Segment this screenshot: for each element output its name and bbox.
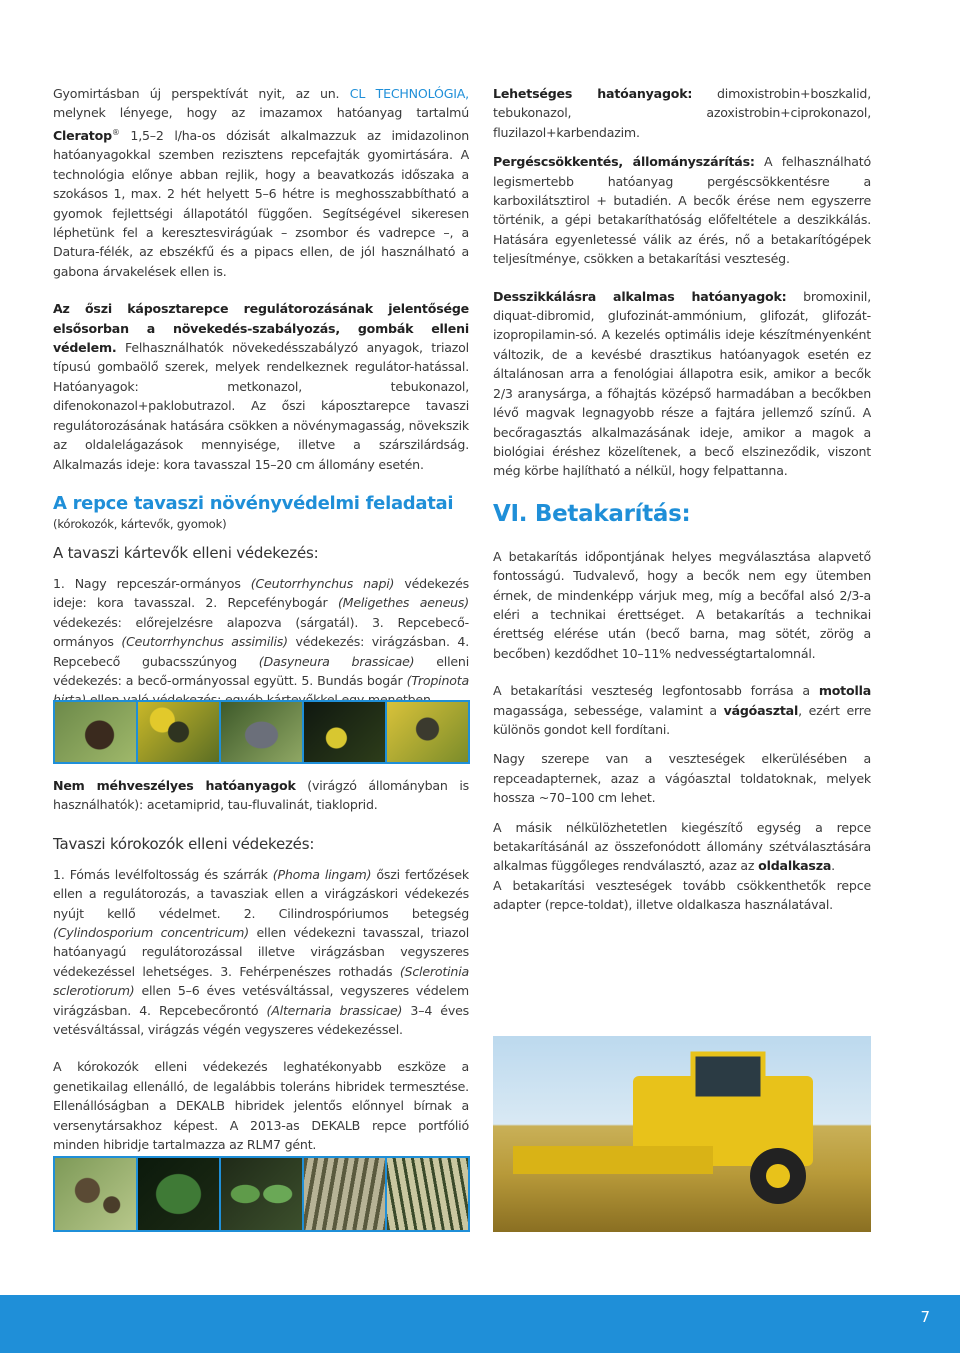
text: (virágzó állományban is használhatók): acetamiprid, tau-fluvalinát, tiakloprid. — [53, 778, 469, 813]
paragraph-cl-technology — [53, 84, 469, 281]
combine-illustration — [493, 1036, 871, 1232]
disease-photo-2 — [138, 1158, 219, 1230]
paragraph-regulator — [53, 299, 469, 474]
combine-hub — [766, 1164, 790, 1188]
pest-photo-1 — [55, 702, 136, 762]
paragraph-desiccation — [493, 287, 871, 481]
bold-lead: Pergéscsökkentés, állományszárítás: — [493, 154, 755, 170]
registered-mark: ® — [111, 127, 120, 137]
bold-lead: Desszikkálásra alkalmas hatóanyagok: — [493, 288, 787, 304]
disease-photo-strip — [53, 1156, 470, 1232]
paragraph-pod-shatter — [493, 152, 871, 268]
text: dimoxistrobin+boszkalid, tebukonazol, azoxistrobin+ciprokonazol, fluzilazol+karbendazim. — [493, 86, 871, 140]
disease-heading: Tavaszi kórokozók elleni védekezés: — [53, 834, 315, 853]
bold-lead: Lehetséges hatóanyagok: — [493, 86, 693, 101]
paragraph-harvest-loss: A betakarítási veszteség legfontosabb forrása a motolla magassága, sebessége, valamint a vágóasztal, ezért erre különös gondot kell fordítani. — [493, 683, 872, 737]
section-subtitle: (kórokozók, kártevők, gyomok) — [53, 516, 227, 531]
disease-photo-5 — [387, 1158, 468, 1230]
text: bromoxinil, diquat-dibromid, glufozinát-ammónium, glifozát, glifozát-izopropilamin-só. A kezelés optimális ideje készítményenként változik, de a kevésbé drasztikus hatóanyagok esetén ez általánosan arra a fenológiai állapotra esik, amikor a becők 2/3 aranysárga, a főhajtás középső harmadában a becőkben lévő magvak legnagyobb része a fajtára jellemző színű. A becőragasztás alkalmazásának ideje, amikor a magok a biológiai éréshez közelítenek, a becő elszineződik, viszont még körbe hajlítható a nélkül, hogy felpattanna. — [493, 288, 871, 479]
paragraph-bee-safe — [53, 776, 469, 815]
pest-photo-strip — [53, 700, 470, 764]
left-column-lower — [53, 776, 469, 1155]
paragraph-side-knife: A másik nélkülözhetetlen kiegészítő egység a repce betakarításánál az összefonódott állomány szétválasztására alkalmas függőleges rendválasztó, azaz az oldalkasza. — [493, 819, 871, 874]
section-title-spring-protection: A repce tavaszi növényvédelmi feladatai — [53, 492, 454, 514]
section-title-harvest: VI. Betakarítás: — [493, 500, 691, 527]
paragraph-active-ingredients — [493, 84, 871, 142]
text: Gyomirtásban új perspektívát nyit, az un. — [53, 86, 350, 101]
text: Felhasználhatók növekedésszabályzó anyagok, triazol típusú gombaölő szerek, melyek rendelkeznek regulátor-hatással. Hatóanyagok: metkonazol, tebukonazol, difenokonazol+paklobutrazol. Az őszi káposztarepce tavaszi regulátorozásának hatására csökken a növénymagasság, növekszik az oldalelágazások mennyisége, illetve a szárszilárdság. Alkalmazás ideje: kora tavasszal 15–20 cm állomány esetén. — [53, 340, 469, 472]
combine-harvester-photo — [493, 1036, 871, 1232]
paragraph-diseases: 1. Fómás levélfoltosság és szárrák (Phoma lingam) őszi fertőzések ellen a regulátorozás, a tavasziak ellen a virágzáskori védekezés nyújt kellő védelmet. 2. Cilindrospóriumos betegség (Cylindosporium concentricum) ellen védekezni tavasszal, triazol hatóanyagú regulátorozással illetve virágzásban vegyszeres védekezéssel lehetséges. 3. Fehérpenészes rothadás (Sclerotinia sclerotiorum) ellen 5–6 éves vetésváltással, vegyszeres védelem virágzásban. 4. Repcebecőrontó (Alternaria brassicae) 3–4 éves vetésváltással, virágzás végén vegyszeres védekezéssel. — [53, 866, 470, 1038]
disease-photo-3 — [221, 1158, 302, 1230]
top-margin — [0, 0, 960, 40]
disease-photo-1 — [55, 1158, 136, 1230]
paragraph-pests: 1. Nagy repceszár-ormányos (Ceutorrhynchus napi) védekezés ideje: kora tavasszal. 2. Repcefénybogár (Meligethes aeneus) védekezés: előrejelzésre alapozva (sárgatál). 3. Repcebecő-ormányos (Ceutorrhynchus assimilis) védekezés: virágzásban. 4. Repcebecő gubacsszúnyog (Dasyneura brassicae) elleni védekezés: a becő-ormányossal együtt. 5. Bundás bogár (Tropinota — [53, 575, 470, 688]
brand-name: Cleratop — [53, 128, 112, 143]
pest-photo-3 — [221, 702, 302, 762]
right-column — [493, 84, 871, 915]
footer-bar — [0, 1295, 960, 1353]
pest-photo-4 — [304, 702, 385, 762]
pest-photo-5 — [387, 702, 468, 762]
combine-header — [513, 1146, 713, 1174]
left-column — [53, 84, 469, 710]
paragraph-genetic-resistance: A kórokozók elleni védekezés leghatékonyabb eszköze a genetikailag ellenálló, de legalábbis toleráns hibridek termesztése. Ellenállóságban a DEKALB hibridek jelentős előnnyel bírnak a versenytársakhoz képest. A 2013-as DEKALB repce portfólió minden hibridje tartalmazza az RLM7 gént. — [53, 1059, 469, 1153]
cl-technology-highlight: CL TECHNOLÓGIA, — [349, 86, 469, 101]
paragraph-harvest-timing: A betakarítás időpontjának helyes megválasztása alapvető fontosságú. Tudvalevő, hogy a becők nem egy ütemben érnek, de mindenképp várjuk meg, míg a becőfal alsó 2/3-a eléri a technikai érettséget. A betakarítás a technikai érettség elérése után (becő barna, mag sötét, zörög a becőben) kezdődhet 10–11% nedvességtartalomnál. — [493, 548, 871, 661]
combine-cab — [693, 1054, 763, 1099]
paragraph-adapter: Nagy szerepe van a veszteségek elkerülésében a repceadapternek, azaz a vágóasztal toldatoknak, melyek hossza ~70–100 cm lehet. — [493, 751, 871, 806]
text: 1,5–2 l/ha-os dózisát alkalmazzuk az imidazolinon hatóanyagokkal szemben rezisztens repcefajták gyomirtására. A technológia előnye abban rejlik, hogy a beavatkozás időszaka a szokásos 1, max. 2 hét helyett 5–6 hétre is meghosszabbítható a gyomok fejlettségi állapotától függően. Segítségével sikeresen léphetünk fel a keresztesvirágúak – zsombor és vadrepce –, a Datura-félék, az ebszékfű és a pipacs ellen, de jól használható a gabona árvakelések ellen is. — [53, 128, 469, 279]
bold-term: motolla — [818, 683, 871, 699]
bold-lead: Nem méhveszélyes hatóanyagok — [53, 778, 296, 793]
disease-photo-4 — [304, 1158, 385, 1230]
pests-heading: A tavaszi kártevők elleni védekezés: — [53, 543, 319, 562]
bold-term: oldalkasza — [758, 858, 832, 874]
bold-lead: Az őszi káposztarepce regulátorozásának jelentősége elsősorban a növekedés-szabályozás, gombák elleni védelem. — [53, 301, 469, 356]
text: melynek lényege, hogy az imazamox hatóanyag tartalmú — [53, 105, 469, 121]
page-number: 7 — [920, 1308, 930, 1326]
text: A felhasználható legismertebb hatóanyag pergéscsökkentésre a karboxilátsztirol + butadién. A becők érése nem egyszerre történik, a gépi betakaríthatóság előfeltétele a deszikkálás. Hatására egyenletessé válik az érés, nő a betakarítógépek teljesítménye, csökken a betakarítási veszteség. — [493, 154, 871, 267]
bold-term: vágóasztal — [723, 702, 799, 718]
pest-photo-2 — [138, 702, 219, 762]
paragraph-loss-reduction: A betakarítási veszteségek tovább csökkenthetők repce adapter (repce-toldat), illetve oldalkasza használatával. — [493, 877, 871, 913]
